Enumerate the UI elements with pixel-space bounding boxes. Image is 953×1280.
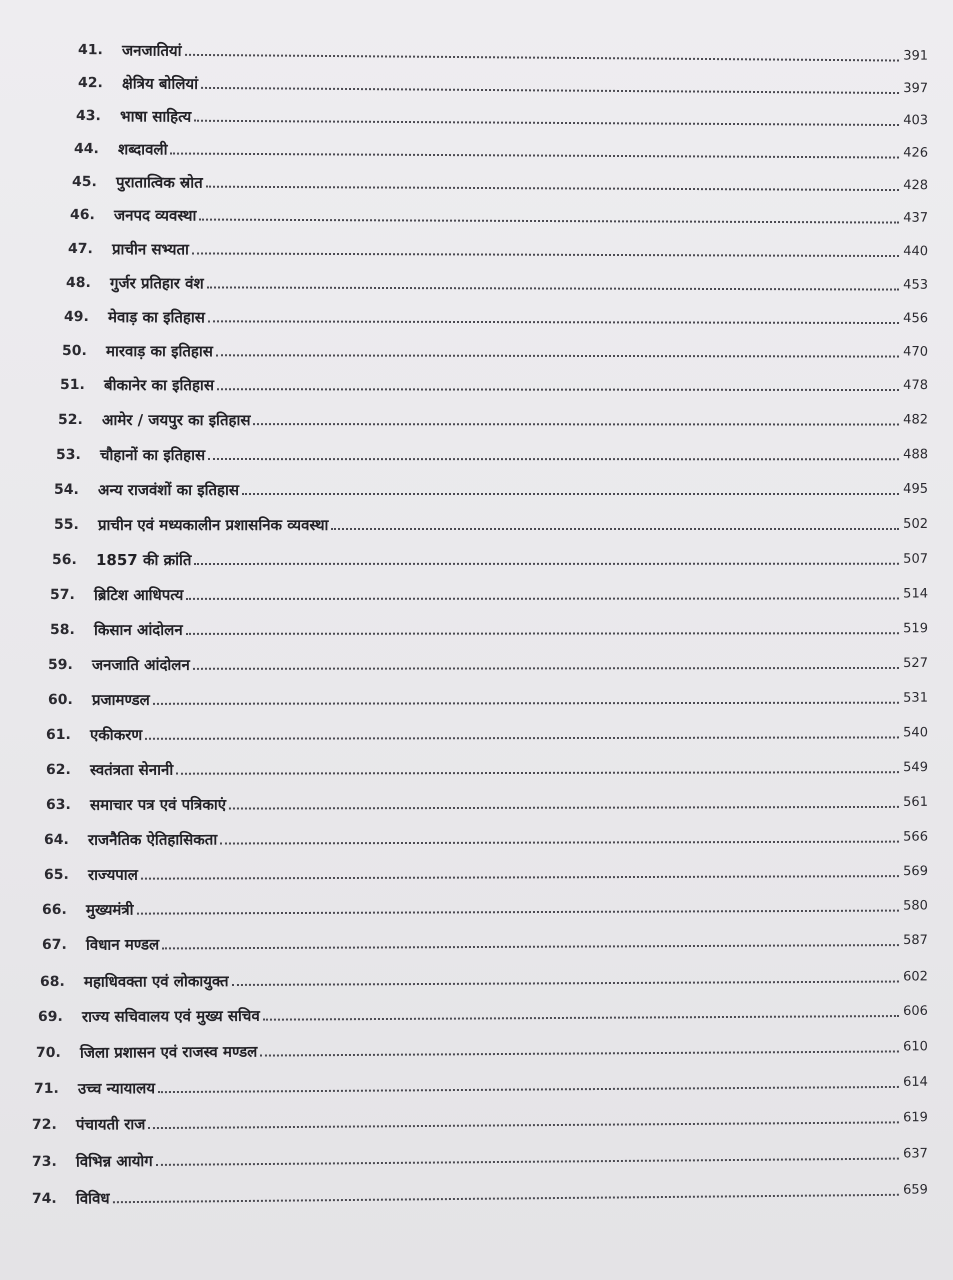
dot-leader: [206, 186, 900, 191]
toc-entry-number: 50.: [62, 343, 87, 360]
toc-entry-title: प्रजामण्डल: [91, 690, 150, 709]
dot-leader: [207, 286, 900, 290]
toc-entry-title: 1857 की क्रांति: [95, 550, 192, 569]
toc-entry-page-number: 437: [903, 210, 929, 226]
toc-entry-page-number: 569: [903, 864, 928, 880]
dot-leader: [242, 493, 899, 495]
dot-leader: [201, 87, 899, 94]
toc-entry-title: महाधिवक्ता एवं लोकायुक्त: [83, 972, 229, 991]
toc-entry-title: राजनैतिक ऐतिहासिकता: [87, 830, 218, 849]
toc-entry-number: 65.: [43, 866, 69, 883]
toc-entry-title: भाषा साहित्य: [119, 107, 192, 126]
toc-entry: [32, 1137, 928, 1171]
toc-entry-number: 60.: [47, 691, 73, 708]
toc-entry-page-number: 440: [903, 244, 929, 260]
toc-entry: [66, 266, 928, 295]
toc-entry-page-number: 549: [903, 760, 928, 776]
toc-entry-page-number: 606: [903, 1003, 928, 1019]
dot-leader: [193, 667, 899, 670]
toc-entry: [56, 438, 928, 464]
toc-entry: [50, 577, 928, 604]
toc-entry: [42, 924, 928, 954]
toc-entry-title: प्राचीन सभ्यता: [111, 240, 189, 259]
toc-entry: [38, 995, 928, 1026]
toc-entry-title: एकीकरण: [89, 725, 143, 744]
dot-leader: [232, 981, 900, 986]
dot-leader: [331, 528, 899, 530]
dot-leader: [153, 702, 899, 705]
dot-leader: [185, 54, 900, 62]
toc-entry-page-number: 495: [903, 482, 928, 497]
toc-entry-title: विविध: [75, 1189, 110, 1208]
toc-entry: [46, 716, 928, 744]
toc-entry-title: अन्य राजवंशों का इतिहास: [98, 481, 240, 499]
toc-entry-title: पुरातात्विक स्रोत: [115, 173, 203, 192]
toc-entry-page-number: 614: [903, 1074, 928, 1090]
toc-entry-number: 48.: [66, 275, 91, 292]
dot-leader: [194, 563, 899, 565]
toc-entry-page-number: 659: [902, 1182, 928, 1198]
toc-entry-page-number: 456: [903, 311, 929, 327]
toc-entry-title: जनपद व्यवस्था: [113, 206, 197, 225]
toc-entry-number: 52.: [58, 412, 83, 429]
toc-entry-page-number: 531: [903, 690, 928, 706]
toc-entry-number: 56.: [51, 551, 77, 568]
dot-leader: [216, 354, 899, 357]
toc-entry: [78, 33, 928, 66]
dot-leader: [208, 320, 899, 324]
dot-leader: [229, 806, 899, 810]
toc-entry: [54, 508, 928, 534]
dot-leader: [148, 1121, 899, 1129]
toc-entry-title: ब्रिटिश आधिपत्य: [93, 585, 184, 604]
toc-entry-number: 47.: [68, 241, 93, 258]
toc-entry: [74, 132, 928, 163]
dot-leader: [158, 1086, 899, 1093]
toc-entry-title: चौहानों का इतिहास: [100, 446, 206, 465]
toc-entry-number: 61.: [45, 726, 71, 743]
toc-entry-number: 72.: [31, 1116, 57, 1133]
toc-entry: [46, 751, 928, 779]
toc-entry-page-number: 397: [903, 81, 929, 97]
dot-leader: [113, 1194, 899, 1203]
toc-entry-page-number: 488: [903, 447, 929, 463]
dot-leader: [145, 736, 899, 739]
toc-entry-page-number: 602: [903, 969, 928, 985]
toc-entry-title: गुर्जर प्रतिहार वंश: [109, 274, 204, 293]
toc-entry: [36, 1030, 928, 1062]
toc-entry-title: समाचार पत्र एवं पत्रिकाएं: [89, 795, 227, 814]
dot-leader: [220, 841, 899, 845]
toc-entry-number: 73.: [31, 1153, 57, 1170]
toc-entry-number: 42.: [78, 75, 103, 92]
toc-entry-number: 68.: [39, 973, 65, 990]
toc-entry: [64, 300, 928, 328]
toc-entry: [34, 1066, 928, 1098]
toc-entry-number: 58.: [49, 621, 75, 638]
toc-entry-page-number: 478: [903, 378, 929, 394]
toc-entry-page-number: 502: [903, 517, 928, 532]
toc-entry: [50, 612, 928, 639]
toc-entry-page-number: 637: [902, 1146, 928, 1162]
toc-entry-title: राज्यपाल: [87, 865, 138, 884]
toc-entry-number: 51.: [60, 377, 85, 394]
toc-entry: [46, 786, 928, 814]
toc-entry: [48, 682, 928, 709]
toc-entry-page-number: 507: [903, 551, 928, 567]
toc-entry: [40, 960, 928, 991]
toc-entry-page-number: 561: [903, 794, 928, 810]
dot-leader: [260, 1050, 899, 1056]
toc-entry-title: मारवाड़ का इतिहास: [105, 342, 213, 361]
toc-entry-title: आमेर / जयपुर का इतिहास: [101, 411, 251, 430]
toc-entry: [76, 99, 928, 130]
toc-entry-number: 66.: [41, 901, 67, 918]
dot-leader: [192, 252, 899, 257]
dot-leader: [217, 388, 899, 391]
dot-leader: [156, 1158, 899, 1166]
toc-entry-number: 54.: [54, 482, 79, 498]
toc-entry-title: क्षेत्रिय बोलियां: [121, 74, 199, 93]
toc-entry-title: जिला प्रशासन एवं राजस्व मण्डल: [79, 1042, 258, 1062]
toc-entry-number: 69.: [37, 1008, 63, 1025]
dot-leader: [253, 423, 899, 425]
toc-entry-number: 57.: [49, 586, 75, 603]
toc-entry-number: 70.: [35, 1044, 61, 1061]
toc-entry-page-number: 619: [903, 1110, 928, 1126]
toc-entry-page-number: 540: [903, 725, 928, 741]
toc-entry-page-number: 482: [903, 412, 929, 428]
toc-entry-page-number: 470: [903, 344, 929, 360]
toc-entry-title: शब्दावली: [117, 140, 168, 159]
toc-entry-title: किसान आंदोलन: [93, 620, 183, 639]
toc-entry-page-number: 587: [903, 932, 928, 949]
toc-entry: [48, 647, 928, 674]
toc-entry: [58, 403, 928, 430]
toc-entry-title: पंचायती राज: [75, 1115, 146, 1134]
toc-entry-number: 45.: [72, 174, 97, 191]
toc-entry: [44, 821, 928, 849]
dot-leader: [170, 153, 899, 159]
toc-entry-number: 49.: [64, 309, 89, 326]
toc-entry-number: 55.: [54, 517, 79, 533]
dot-leader: [208, 458, 899, 460]
toc-entry-page-number: 610: [903, 1039, 928, 1055]
toc-entry-page-number: 428: [903, 178, 929, 194]
toc-entry-title: जनजाति आंदोलन: [91, 655, 190, 674]
toc-entry-title: राज्य सचिवालय एवं मुख्य सचिव: [81, 1006, 260, 1026]
dot-leader: [137, 910, 900, 915]
toc-entry-number: 44.: [74, 141, 99, 158]
toc-entry-title: विभिन्न आयोग: [75, 1151, 153, 1171]
toc-entry-page-number: 566: [903, 829, 928, 845]
toc-entry-number: 53.: [56, 447, 81, 464]
toc-entry-number: 67.: [41, 936, 67, 953]
toc-entry: [32, 1174, 928, 1208]
toc-entry-number: 46.: [70, 207, 95, 224]
dot-leader: [141, 875, 899, 880]
toc-entry: [78, 66, 928, 98]
toc-entry-number: 59.: [47, 656, 73, 673]
toc-entry-page-number: 403: [903, 113, 929, 129]
toc-entry-title: मेवाड़ का इतिहास: [107, 308, 205, 327]
toc-entry: [62, 334, 928, 362]
dot-leader: [162, 944, 899, 949]
dot-leader: [199, 219, 899, 224]
toc-entry: [54, 473, 928, 499]
toc-entry-title: जनजातियां: [121, 41, 182, 60]
dot-leader: [263, 1015, 899, 1021]
toc-entry-number: 71.: [33, 1080, 59, 1097]
toc-entry-page-number: 519: [903, 621, 928, 637]
toc-entry-title: मुख्यमंत्री: [85, 900, 134, 919]
toc-entry-title: उच्च न्यायालय: [77, 1079, 156, 1098]
toc-entry-number: 63.: [45, 796, 71, 813]
toc-entry: [44, 855, 928, 884]
dot-leader: [176, 771, 899, 775]
toc-entry: [60, 368, 928, 395]
toc-entry-number: 74.: [31, 1190, 57, 1207]
toc-entry-page-number: 426: [903, 145, 929, 161]
toc-entry: [68, 232, 928, 261]
dot-leader: [194, 120, 899, 126]
toc-entry-page-number: 514: [903, 586, 928, 602]
toc-entry: [72, 165, 928, 195]
toc-entry-number: 64.: [43, 831, 69, 848]
toc-entry-title: स्वतंत्रता सेनानी: [89, 760, 174, 779]
toc-entry-title: प्राचीन एवं मध्यकालीन प्रशासनिक व्यवस्था: [98, 516, 329, 534]
toc-entry-number: 41.: [78, 42, 103, 59]
toc-entry-title: बीकानेर का इतिहास: [103, 376, 214, 395]
toc-entry-page-number: 453: [903, 277, 929, 293]
toc-entry: [42, 889, 928, 919]
toc-entry-number: 43.: [76, 108, 101, 125]
toc-entry: [32, 1101, 928, 1134]
toc-entry: [52, 543, 928, 569]
toc-entry-number: 62.: [45, 761, 71, 778]
toc-entry-page-number: 527: [903, 655, 928, 671]
toc-entry: [70, 198, 928, 228]
toc-entry-page-number: 580: [903, 898, 928, 914]
dot-leader: [186, 597, 899, 599]
toc-entry-page-number: 391: [903, 48, 929, 64]
toc-entry-title: विधान मण्डल: [85, 935, 160, 954]
dot-leader: [186, 632, 900, 635]
